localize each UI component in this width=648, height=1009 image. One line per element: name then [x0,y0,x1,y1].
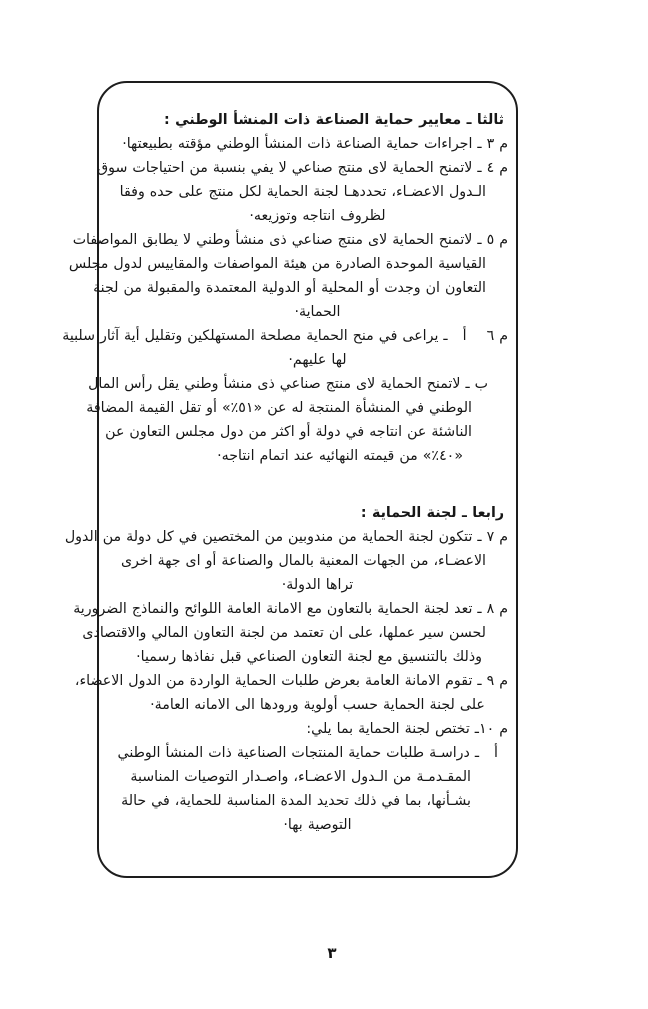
text-line: رابعا ـ لجنة الحماية : [360,505,504,521]
text-line: بشـأنها، بما في ذلك تحديد المدة المناسبة للحماية، في حالة [121,793,471,809]
document-border-box [62,81,518,878]
text-line: وذلك بالتنسيق مع لجنة التعاون الصناعي قبل نفاذها رسميا· [136,649,482,665]
text-line: لظروف انتاجه وتوزيعه· [249,208,386,224]
page-number: ٣ [327,944,337,962]
text-line: التعاون ان وجدت أو المحلية أو الدولية المعتمدة والمقبولة من لجنة [93,280,486,296]
document-body [62,83,516,837]
text-line: لها عليهم· [288,352,347,368]
text-line: م ٥ ـ لاتمنح الحماية لاى منتج صناعي ذى منشأ وطني لا يطابق المواصفات [72,232,508,248]
text-line: لحسن سير عملها، على ان تعتمد من لجنة التعاون المالي والاقتصادى [82,625,486,641]
text-line: م ١٠ـ تختص لجنة الحماية بما يلي: [306,721,508,737]
text-line: م ٣ ـ اجراءات حماية الصناعة ذات المنشأ الوطني مؤقته بطبيعتها· [122,136,508,152]
text-line: التوصية بها· [283,817,352,833]
text-line: ثالثا ـ معايير حماية الصناعة ذات المنشأ الوطني : [163,112,504,128]
text-line: «٤٠٪» من قيمته النهائيه عند اتمام انتاجه· [217,448,463,464]
text-line: الاعضـاء، من الجهات المعنية بالمال والصناعة أو اى جهة اخرى [120,553,486,569]
text-line: الحماية· [294,304,341,320]
text-line: الوطني في المنشأة المنتجة له عن «٥١٪» أو تقل القيمة المضافة [86,400,472,416]
text-line: المقـدمـة من الـدول الاعضـاء، واصـدار التوصيات المناسبة [130,769,471,785]
text-line: ب ـ لاتمنح الحماية لاى منتج صناعي ذى منشأ وطني يقل رأس المال [88,376,488,392]
text-line: م ٨ ـ تعد لجنة الحماية بالتعاون مع الامانة العامة اللوائح والنماذج الضرورية [73,601,508,617]
text-line: م ٤ ـ لاتمنح الحماية لاى منتج صناعي لا يفي بنسبة من احتياجات سوق [97,160,508,176]
text-line: م ٩ ـ تقوم الامانة العامة بعرض طلبات الحماية الواردة من الدول الاعضاء، [74,673,508,689]
text-line: أ ـ دراسـة طلبات حماية المنتجات الصناعية ذات المنشأ الوطني [117,745,498,761]
text-line: على لجنة الحماية حسب أولوية ورودها الى الامانه العامة· [150,697,485,713]
text-line: م ٦ أ ـ يراعى في منح الحماية مصلحة المستهلكين وتقليل أية آثار سلبية [62,328,508,344]
text-line: الـدول الاعضـاء، تحددهـا لجنة الحماية لكل منتج على حده وفقا [119,184,486,200]
text-line: القياسية الموحدة الصادرة من هيئة المواصفات والمقاييس لدول مجلس [68,256,486,272]
text-line: تراها الدولة· [281,577,354,593]
text-line: م ٧ ـ تتكون لجنة الحماية من مندوبين من المختصين في كل دولة من الدول [64,529,508,545]
text-line: الناشئة عن انتاجه في دولة أو اكثر من دول مجلس التعاون عن [105,424,472,440]
